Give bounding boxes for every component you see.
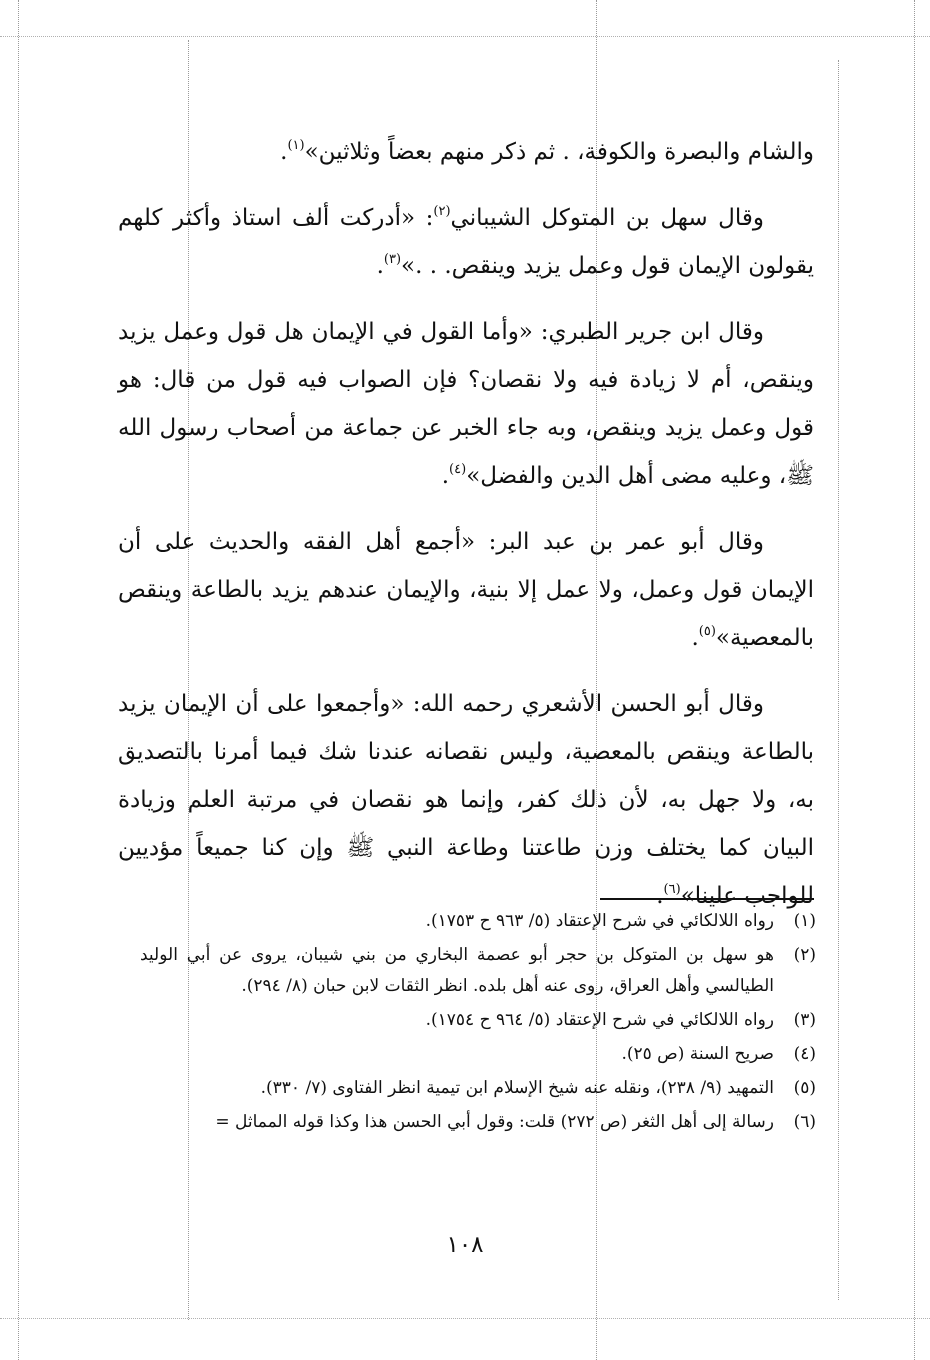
paragraph: والشام والبصرة والكوفة، . ثم ذكر منهم بعضاً وثلاثين»$^{(١)}$. — [280, 138, 814, 165]
footnote-ref: (٤) — [449, 462, 467, 477]
paragraph: وقال سهل بن المتوكل الشيباني$^{(٢)}$: «أدركت ألف استاذ وأكثر كلهم يقولون الإيمان قول وعمل يزيد وينقص. . .»$^{(٣)}$. — [118, 204, 814, 279]
footnote-text: رسالة إلى أهل الثغر (ص ٢٧٢) قلت: وقول أبي الحسن هذا وكذا قوله المماثل = — [215, 1112, 774, 1132]
scan-guide-line — [18, 0, 19, 1360]
scan-guide-line — [838, 60, 839, 1300]
footnote-ref: (١) — [287, 138, 305, 153]
scan-guide-line — [0, 1318, 930, 1319]
footnotes — [140, 906, 816, 1141]
footnote-ref: (٦) — [663, 882, 681, 897]
footnote-text: صريح السنة (ص ٢٥). — [621, 1044, 774, 1064]
footnote-text: هو سهل بن المتوكل بن حجر أبو عصمة البخاري من بني شيبان، يروى عن أبي الوليد الطيالسي وأهل العراق، روى عنه أهل بلده. انظر الثقات لابن حبان (٨/ ٢٩٤). — [140, 945, 774, 996]
scan-guide-line — [914, 0, 915, 1360]
paragraph: وقال أبو عمر بن عبد البر: «أجمع أهل الفقه والحديث على أن الإيمان قول وعمل، ولا عمل إلا بنية، والإيمان عندهم يزيد بالطاعة وينقص بالمعصية»$^{(٥)}$. — [118, 529, 814, 651]
footnote-number: (٥) — [793, 1078, 816, 1098]
scan-guide-line — [0, 36, 930, 37]
footnote-text: رواه اللالكائي في شرح الإعتقاد (٥/ ٩٦٤ ح ١٧٥٤). — [425, 1010, 774, 1030]
footnote-number: (٦) — [793, 1112, 816, 1132]
footnote — [140, 1039, 816, 1070]
footnote-number: (٤) — [793, 1044, 816, 1064]
footnote-ref: (٣) — [383, 252, 402, 267]
footnote-ref: (٥) — [698, 624, 716, 639]
paragraph: وقال ابن جرير الطبري: «وأما القول في الإيمان هل قول وعمل يزيد وينقص، أم لا زيادة فيه ولا نقصان؟ فإن الصواب فيه قول من قال: هو قول وعمل يزيد وينقص، وبه جاء الخبر عن جماعة من أصحاب رسول الله ﷺ، وعليه مضى أهل الدين والفضل»$^{(٤)}$. — [118, 319, 814, 489]
footnote-ref: (٢) — [433, 204, 451, 219]
page-number: ١٠٨ — [446, 1232, 484, 1258]
footnote-number: (٣) — [793, 1010, 816, 1030]
footnote-number: (٢) — [793, 945, 816, 965]
footnote-text: رواه اللالكائي في شرح الإعتقاد (٥/ ٩٦٣ ح ١٧٥٣). — [425, 911, 774, 931]
footnote — [140, 1005, 816, 1036]
footnote — [140, 906, 816, 937]
footnote-separator — [600, 898, 814, 900]
footnote — [140, 940, 816, 1002]
footnote — [140, 1107, 816, 1138]
footnote-text: التمهيد (٩/ ٢٣٨)، ونقله عنه شيخ الإسلام ابن تيمية انظر الفتاوى (٧/ ٣٣٠). — [260, 1078, 774, 1098]
footnote-number: (١) — [793, 911, 816, 931]
footnote — [140, 1073, 816, 1104]
main-text — [118, 128, 814, 938]
paragraph: وقال أبو الحسن الأشعري رحمه الله: «وأجمعوا على أن الإيمان يزيد بالطاعة وينقص بالمعصية، وليس نقصانه عندنا شك فيما أمرنا بالتصديق به، ولا جهل به، لأن ذلك كفر، وإنما هو نقصان في مرتبة العلم وزيادة البيان كما يختلف وزن طاعتنا وطاعة النبي ﷺ وإن كنا جميعاً مؤديين للواجب علينا»$^{(٦)}$. — [118, 691, 814, 909]
